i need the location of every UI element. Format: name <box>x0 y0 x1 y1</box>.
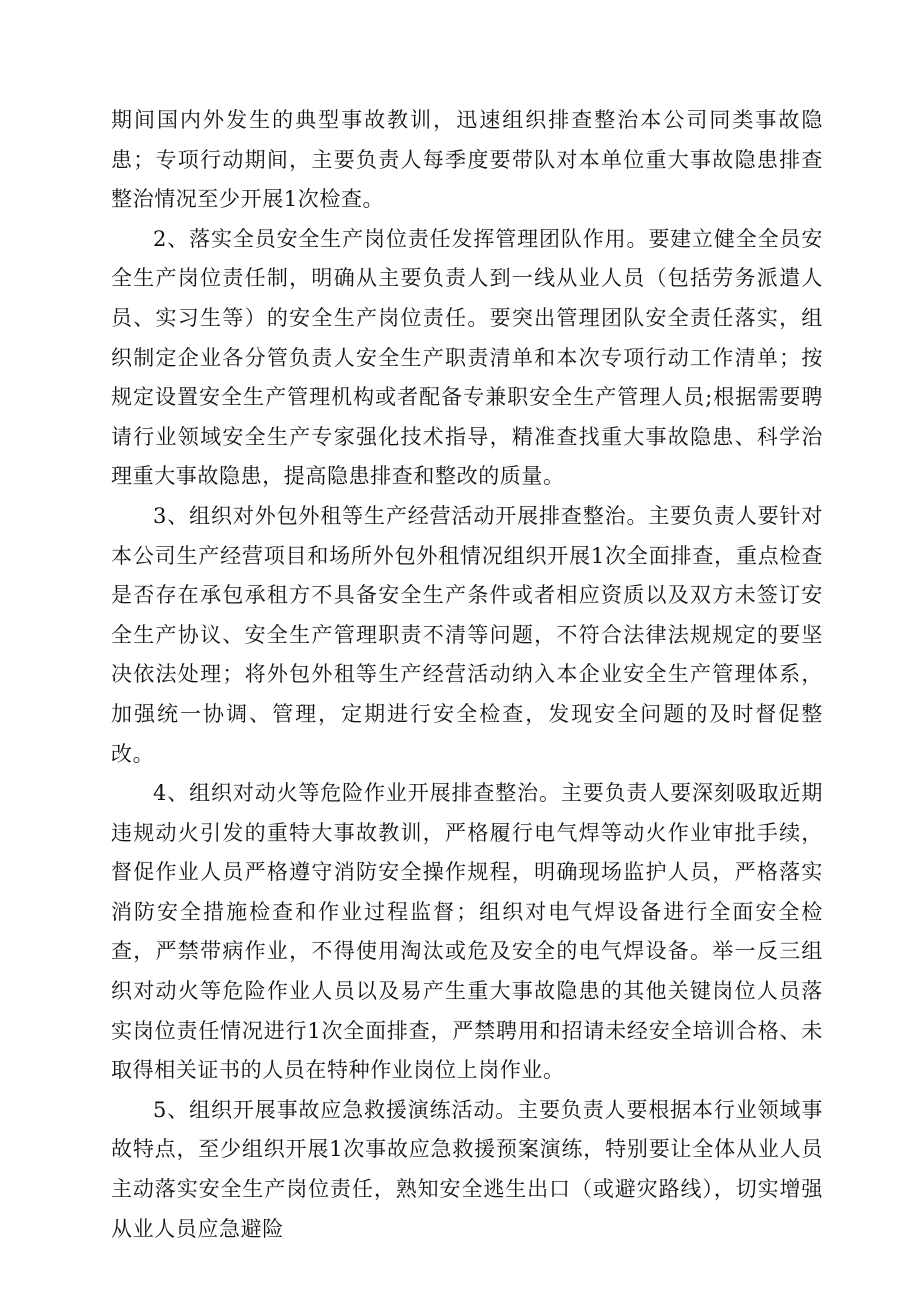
paragraph-item-4: 4、组织对动火等危险作业开展排查整治。主要负责人要深刻吸取近期违规动火引发的重特大事故教训，严格履行电气焊等动火作业审批手续，督促作业人员严格遵守消防安全操作规程，明确现场监护人员，严格落实消防安全措施检查和作业过程监督；组织对电气焊设备进行全面安全检查，严禁带病作业，不得使用淘汰或危及安全的电气焊设备。举一反三组织对动火等危险作业人员以及易产生重大事故隐患的其他关键岗位人员落实岗位责任情况进行1次全面排查，严禁聘用和招请未经安全培训合格、未取得相关证书的人员在特种作业岗位上岗作业。 <box>111 781 823 1083</box>
paragraph-item-2: 2、落实全员安全生产岗位责任发挥管理团队作用。要建立健全全员安全生产岗位责任制，明确从主要负责人到一线从业人员（包括劳务派遣人员、实习生等）的安全生产岗位责任。要突出管理团队安全责任落实，组织制定企业各分管负责人安全生产职责清单和本次专项行动工作清单；按规定设置安全生产管理机构或者配备专兼职安全生产管理人员;根据需要聘请行业领域安全生产专家强化技术指导，精准查找重大事故隐患、科学治理重大事故隐患，提高隐患排查和整改的质量。 <box>111 226 823 489</box>
paragraph-item-3: 3、组织对外包外租等生产经营活动开展排查整治。主要负责人要针对本公司生产经营项目和场所外包外租情况组织开展1次全面排查，重点检查是否存在承包承租方不具备安全生产条件或者相应资质以及双方未签订安全生产协议、安全生产管理职责不清等问题，不符合法律法规规定的要坚决依法处理；将外包外租等生产经营活动纳入本企业安全生产管理体系，加强统一协调、管理，定期进行安全检查，发现安全问题的及时督促整改。 <box>111 503 823 766</box>
paragraph-continuation: 期间国内外发生的典型事故教训，迅速组织排查整治本公司同类事故隐患；专项行动期间，主要负责人每季度要带队对本单位重大事故隐患排查整治情况至少开展1次检查。 <box>111 108 823 212</box>
document-body <box>111 101 823 1249</box>
paragraph-item-5: 5、组织开展事故应急救援演练活动。主要负责人要根据本行业领域事故特点，至少组织开展1次事故应急救援预案演练，特别要让全体从业人员主动落实安全生产岗位责任，熟知安全逃生出口（或避灾路线），切实增强从业人员应急避险 <box>111 1097 823 1241</box>
